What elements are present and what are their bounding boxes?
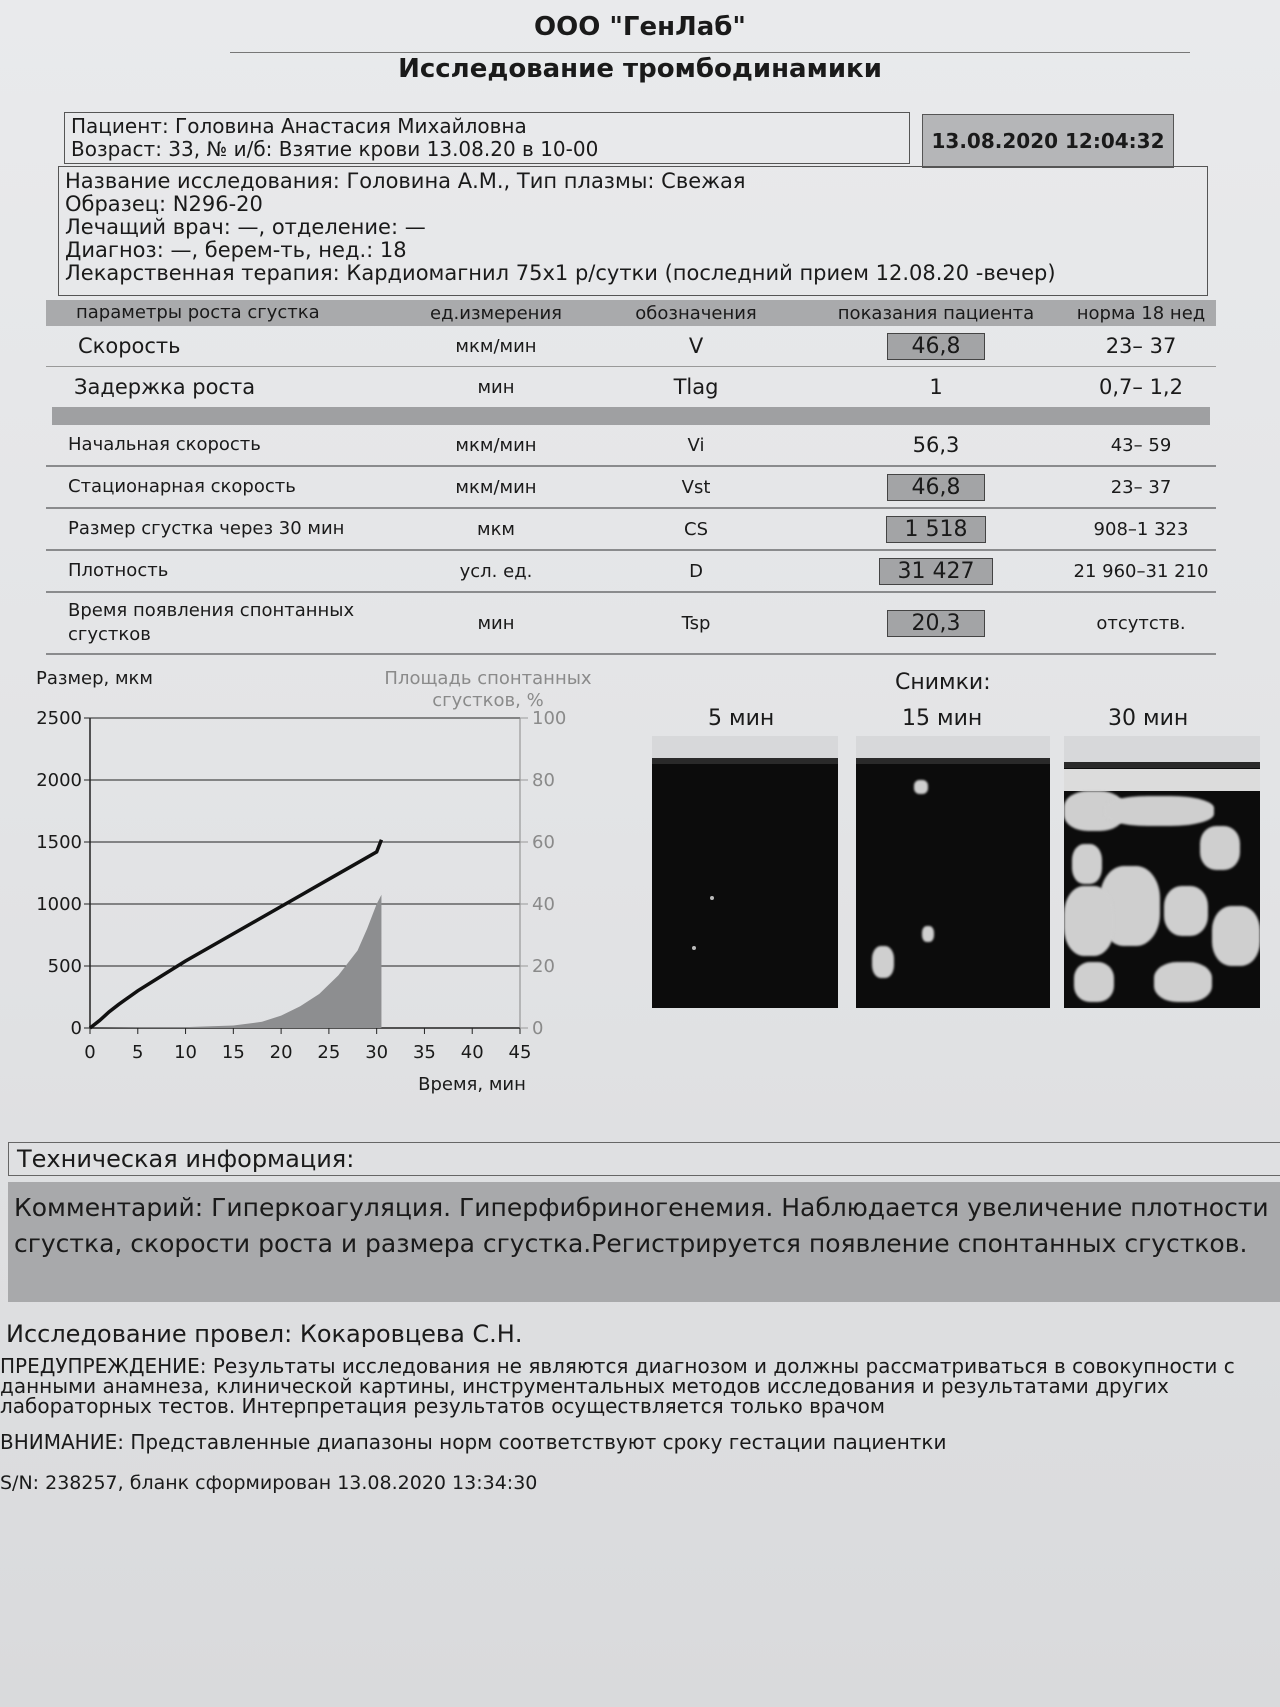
param-norm: 0,7– 1,2 bbox=[1099, 375, 1183, 399]
header-unit: ед.измерения bbox=[430, 302, 562, 324]
y2-tick-label: 20 bbox=[532, 956, 555, 977]
header-norm: норма 18 нед bbox=[1076, 302, 1206, 324]
snapshot-header-strip bbox=[856, 736, 1050, 764]
param-value-abnormal: 46,8 bbox=[887, 474, 985, 501]
title-divider bbox=[230, 52, 1190, 53]
snapshot-5min bbox=[652, 736, 838, 1008]
patient-age-sample: Возраст: 33, № и/б: Взятие крови 13.08.20 в 10-00 bbox=[71, 137, 599, 161]
spontaneous-clot-blob bbox=[1104, 796, 1214, 826]
spontaneous-clot-blob bbox=[1072, 844, 1102, 884]
table-row bbox=[46, 551, 1216, 593]
study-info-box bbox=[58, 166, 1208, 296]
param-norm: 23– 37 bbox=[1110, 476, 1172, 498]
param-symbol: Tsp bbox=[681, 612, 711, 634]
param-value: 56,3 bbox=[912, 433, 960, 457]
x-tick-label: 20 bbox=[269, 1042, 293, 1063]
spontaneous-clot-blob bbox=[922, 926, 934, 942]
table-row bbox=[46, 367, 1216, 407]
x-tick-label: 40 bbox=[460, 1042, 484, 1063]
y2-axis-ticks bbox=[520, 708, 566, 1039]
x-tick-label: 5 bbox=[132, 1042, 144, 1063]
spontaneous-clot-blob bbox=[1074, 962, 1114, 1002]
spontaneous-clot-blob bbox=[1212, 906, 1260, 966]
x-tick-label: 35 bbox=[412, 1042, 436, 1063]
param-unit: мкм bbox=[476, 518, 516, 540]
snapshot-label-30: 30 мин bbox=[1108, 706, 1189, 731]
param-symbol: Vi bbox=[687, 434, 705, 456]
x-tick-label: 10 bbox=[174, 1042, 198, 1063]
param-value-abnormal: 20,3 bbox=[887, 610, 985, 637]
spontaneous-clot-blob bbox=[914, 780, 928, 794]
snapshot-speck bbox=[710, 896, 714, 900]
clot-snapshots bbox=[640, 660, 1280, 1020]
x-tick-label: 15 bbox=[221, 1042, 245, 1063]
snapshot-label-15: 15 мин bbox=[902, 706, 983, 731]
chart-svg bbox=[0, 660, 640, 1100]
y-tick-label: 1500 bbox=[36, 832, 82, 853]
spontaneous-clot-blob bbox=[1200, 826, 1240, 870]
spontaneous-clot-blob bbox=[1164, 886, 1208, 936]
param-norm: 21 960–31 210 bbox=[1073, 560, 1209, 582]
header-value: показания пациента bbox=[837, 302, 1035, 324]
header-symbol: обозначения bbox=[635, 302, 757, 324]
diagnosis-info: Диагноз: —, берем-ть, нед.: 18 bbox=[65, 238, 407, 262]
header-param: параметры роста сгустка bbox=[76, 302, 320, 323]
param-name: Время появления спонтанных сгустков bbox=[68, 600, 355, 645]
y2-axis-title-line1: Площадь спонтанных bbox=[384, 668, 592, 689]
doctor-info: Лечащий врач: —, отделение: — bbox=[65, 215, 426, 239]
param-symbol: CS bbox=[684, 518, 708, 540]
y2-tick-label: 40 bbox=[532, 894, 555, 915]
snapshots-title: Снимки: bbox=[895, 670, 991, 695]
table-row bbox=[46, 467, 1216, 509]
serial-number: S/N: 238257, бланк сформирован 13.08.2020 13:34:30 bbox=[0, 1472, 538, 1494]
x-tick-label: 45 bbox=[508, 1042, 532, 1063]
snapshot-label-5: 5 мин bbox=[708, 706, 775, 731]
snapshot-15min bbox=[856, 736, 1050, 1008]
x-tick-label: 30 bbox=[365, 1042, 389, 1063]
y2-axis-title-line2: сгустков, % bbox=[432, 690, 544, 711]
x-axis-ticks bbox=[84, 1028, 531, 1063]
param-unit: мкм/мин bbox=[455, 476, 537, 498]
results-table bbox=[46, 300, 1216, 655]
y2-tick-label: 100 bbox=[532, 708, 567, 729]
param-value-abnormal: 31 427 bbox=[879, 558, 994, 585]
param-symbol: Tlag bbox=[673, 375, 719, 399]
comment-box: Комментарий: Гиперкоагуляция. Гиперфибриногенемия. Наблюдается увеличение плотности сгустка, скорости роста и размера сгустка.Регистрируется появление спонтанных сгустков. bbox=[8, 1182, 1280, 1302]
x-tick-label: 0 bbox=[84, 1042, 96, 1063]
x-tick-label: 25 bbox=[317, 1042, 341, 1063]
y2-tick-label: 0 bbox=[532, 1018, 544, 1039]
y-axis-ticks bbox=[36, 708, 90, 1039]
y-tick-label: 1000 bbox=[36, 894, 82, 915]
y-axis-title: Размер, мкм bbox=[36, 668, 154, 689]
table-row bbox=[46, 425, 1216, 467]
attention-text: ВНИМАНИЕ: Представленные диапазоны норм соответствуют сроку гестации пациентки bbox=[0, 1430, 947, 1454]
warning-text: ПРЕДУПРЕЖДЕНИЕ: Результаты исследования не являются диагнозом и должны рассматриваться в совокупности с данными анамнеза, клинической картины, инструментальных методов исследования и результатами других лабораторных тестов. Интерпретация результатов осуществляется только врачом bbox=[0, 1354, 1235, 1418]
param-value-abnormal: 46,8 bbox=[887, 333, 985, 360]
sample-id: Образец: N296-20 bbox=[65, 192, 263, 216]
snapshot-header-strip bbox=[652, 736, 838, 764]
param-norm: отсутств. bbox=[1096, 612, 1186, 634]
param-norm: 23– 37 bbox=[1105, 334, 1177, 358]
param-name: Размер сгустка через 30 мин bbox=[68, 518, 345, 539]
param-norm: 43– 59 bbox=[1110, 434, 1172, 456]
param-name: Плотность bbox=[68, 560, 169, 581]
table-row bbox=[46, 509, 1216, 551]
param-name: Скорость bbox=[78, 334, 181, 358]
param-name: Стационарная скорость bbox=[68, 476, 296, 497]
param-value: 1 bbox=[929, 375, 943, 399]
section-divider bbox=[52, 407, 1210, 425]
snapshot-speck bbox=[692, 946, 696, 950]
clot-front-band bbox=[1064, 769, 1260, 791]
param-symbol: Vst bbox=[681, 476, 711, 498]
performed-by: Исследование провел: Кокаровцева С.Н. bbox=[6, 1320, 523, 1348]
param-unit: мкм/мин bbox=[455, 335, 537, 357]
spontaneous-clot-area bbox=[90, 895, 381, 1028]
y-tick-label: 0 bbox=[70, 1018, 82, 1039]
param-unit: усл. ед. bbox=[459, 560, 533, 582]
spontaneous-clot-blob bbox=[1064, 886, 1114, 956]
param-name: Задержка роста bbox=[74, 375, 256, 399]
report-title: Исследование тромбодинамики bbox=[398, 54, 882, 84]
param-value-abnormal: 1 518 bbox=[886, 516, 987, 543]
patient-info-box bbox=[64, 112, 910, 164]
y-tick-label: 500 bbox=[47, 956, 82, 977]
report-datetime: 13.08.2020 12:04:32 bbox=[922, 114, 1174, 168]
y-tick-label: 2000 bbox=[36, 770, 82, 791]
spontaneous-clot-blob bbox=[1154, 962, 1212, 1002]
param-symbol: D bbox=[689, 560, 703, 582]
y2-tick-label: 60 bbox=[532, 832, 555, 853]
snapshot-30min bbox=[1064, 736, 1260, 1008]
y2-tick-label: 80 bbox=[532, 770, 555, 791]
param-norm: 908–1 323 bbox=[1093, 518, 1189, 540]
clot-growth-chart bbox=[0, 660, 640, 1100]
param-unit: мкм/мин bbox=[455, 434, 537, 456]
x-axis-title: Время, мин bbox=[418, 1074, 526, 1095]
snapshot-header-strip bbox=[1064, 736, 1260, 768]
param-name: Начальная скорость bbox=[68, 434, 261, 455]
spontaneous-clot-area-series bbox=[90, 895, 381, 1028]
drug-therapy: Лекарственная терапия: Кардиомагнил 75х1 р/сутки (последний прием 12.08.20 -вечер) bbox=[65, 261, 1056, 285]
param-symbol: V bbox=[688, 334, 704, 358]
param-unit: мин bbox=[477, 612, 515, 634]
table-row bbox=[46, 326, 1216, 367]
technical-info-heading: Техническая информация: bbox=[8, 1142, 1280, 1176]
table-header bbox=[46, 300, 1216, 326]
param-unit: мин bbox=[477, 376, 515, 398]
organization-name: ООО "ГенЛаб" bbox=[534, 12, 746, 42]
patient-name: Пациент: Головина Анастасия Михайловна bbox=[71, 114, 527, 138]
y-tick-label: 2500 bbox=[36, 708, 82, 729]
table-row bbox=[46, 593, 1216, 655]
study-name: Название исследования: Головина А.М., Тип плазмы: Свежая bbox=[65, 169, 746, 193]
spontaneous-clot-blob bbox=[872, 946, 894, 978]
y2-axis-title bbox=[384, 668, 592, 711]
